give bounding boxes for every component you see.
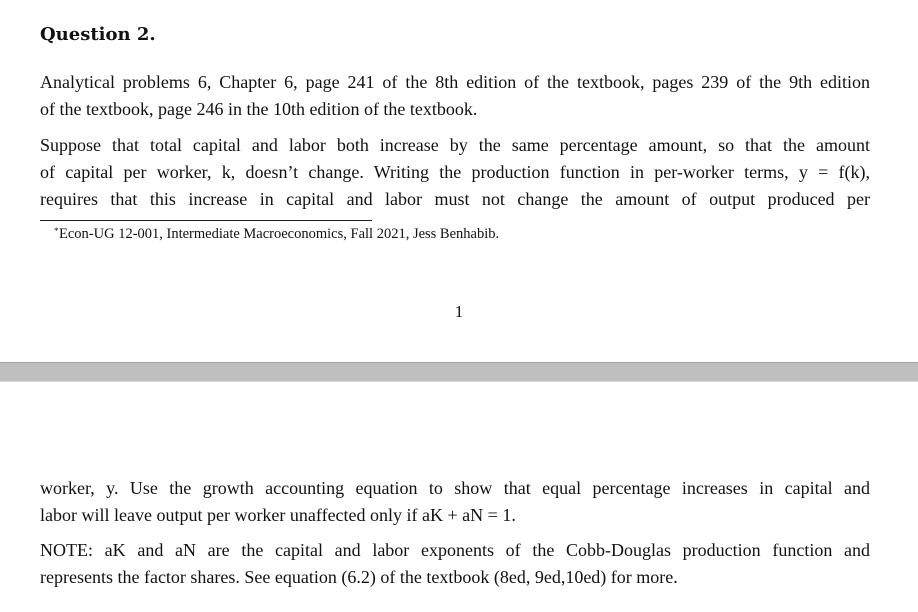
question-heading: Question 2. [40,24,156,45]
paragraph-problem-statement [40,132,870,213]
text-line: Analytical problems 6, Chapter 6, page 241 of the 8th edition of the textbook, pages 239 of the 9th edition [40,72,870,92]
text-line: of the textbook, page 246 in the 10th edition of the textbook. [40,99,478,119]
text-line: worker, y. Use the growth accounting equation to show that equal percentage increases in capital and [40,478,870,498]
footnote-text: Econ-UG 12-001, Intermediate Macroeconomics, Fall 2021, Jess Benhabib. [59,226,500,242]
text-line: Suppose that total capital and labor both increase by the same percentage amount, so that the amount [40,135,870,155]
text-line: requires that this increase in capital and labor must not change the amount of output produced per [40,189,870,209]
text-line: of capital per worker, k, doesn’t change. Writing the production function in per-worker terms, y = f(k), [40,162,870,182]
footnote-marker: * [54,226,59,236]
paragraph-task [40,475,870,529]
page-separator [0,362,918,382]
text-line: NOTE: aK and aN are the capital and labor exponents of the Cobb-Douglas production function and [40,540,870,560]
text-line: labor will leave output per worker unaffected only if aK + aN = 1. [40,505,516,525]
page-number: 1 [454,302,464,321]
text-line: represents the factor shares. See equation (6.2) of the textbook (8ed, 9ed,10ed) for more. [40,567,678,587]
footnote [54,225,500,243]
footnote-divider [40,220,372,221]
paragraph-textbook-reference [40,69,870,123]
paragraph-note [40,537,870,591]
